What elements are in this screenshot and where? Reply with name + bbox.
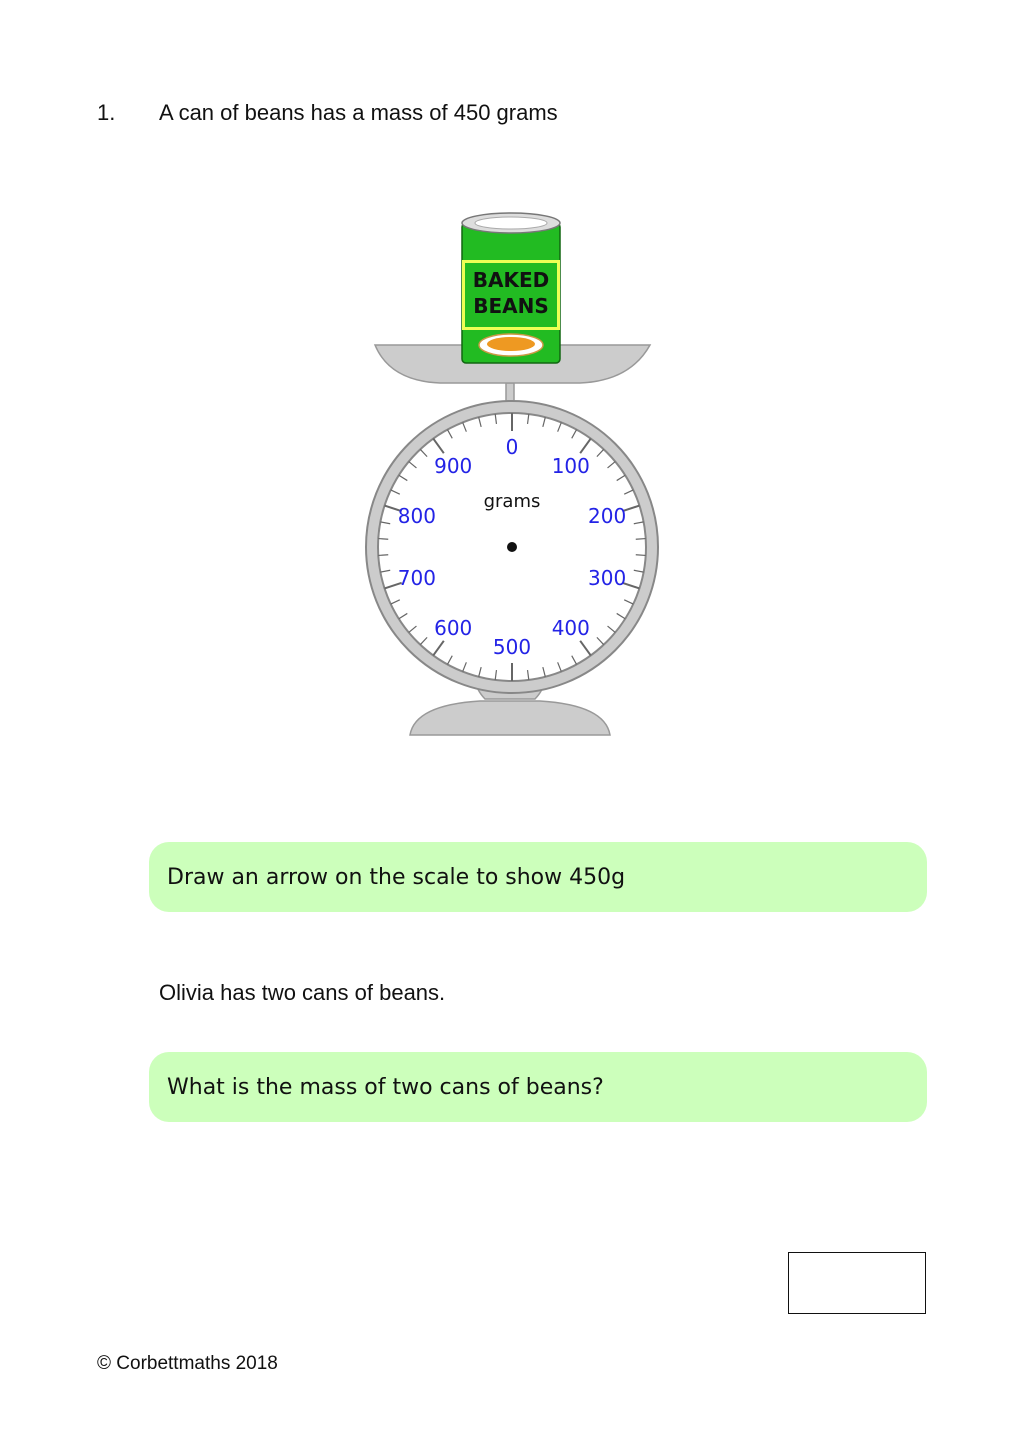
copyright-footer: © Corbettmaths 2018 (97, 1353, 278, 1374)
dial-label-800: 800 (397, 504, 436, 529)
can-label-beans: BEANS (473, 294, 549, 318)
question-number: 1. (97, 100, 116, 125)
dial-label-900: 900 (434, 454, 473, 479)
dial-label-0: 0 (505, 435, 519, 459)
question-box-mass-two-cans (149, 1052, 927, 1122)
scale-dial (366, 401, 658, 693)
dial-label-100: 100 (551, 454, 590, 479)
dial-minor-tick (378, 555, 388, 556)
dial-label-200: 200 (588, 504, 627, 529)
scale-base (410, 701, 610, 735)
instruction-draw-arrow-text: Draw an arrow on the scale to show 450g (167, 864, 626, 890)
dial-unit-label: grams (483, 491, 541, 512)
dial-label-300: 300 (588, 565, 627, 590)
dial-minor-tick (378, 539, 388, 540)
kitchen-scale-illustration (360, 205, 660, 745)
dial-label-600: 600 (434, 615, 473, 640)
two-cans-statement: Olivia has two cans of beans. (159, 980, 446, 1005)
dial-label-400: 400 (551, 615, 590, 640)
question-mass-two-cans-text: What is the mass of two cans of beans? (167, 1074, 604, 1100)
can-label-baked: BAKED (472, 268, 550, 292)
question-text: A can of beans has a mass of 450 grams (159, 100, 558, 125)
dial-minor-tick (636, 539, 646, 540)
dial-label-500: 500 (492, 635, 532, 659)
answer-box[interactable] (788, 1252, 926, 1314)
dial-centre (507, 542, 517, 552)
dial-label-700: 700 (397, 565, 436, 590)
instruction-box-draw-arrow (149, 842, 927, 912)
scale-stem (506, 383, 514, 401)
dial-minor-tick (636, 555, 646, 556)
baked-beans-can (462, 213, 560, 363)
